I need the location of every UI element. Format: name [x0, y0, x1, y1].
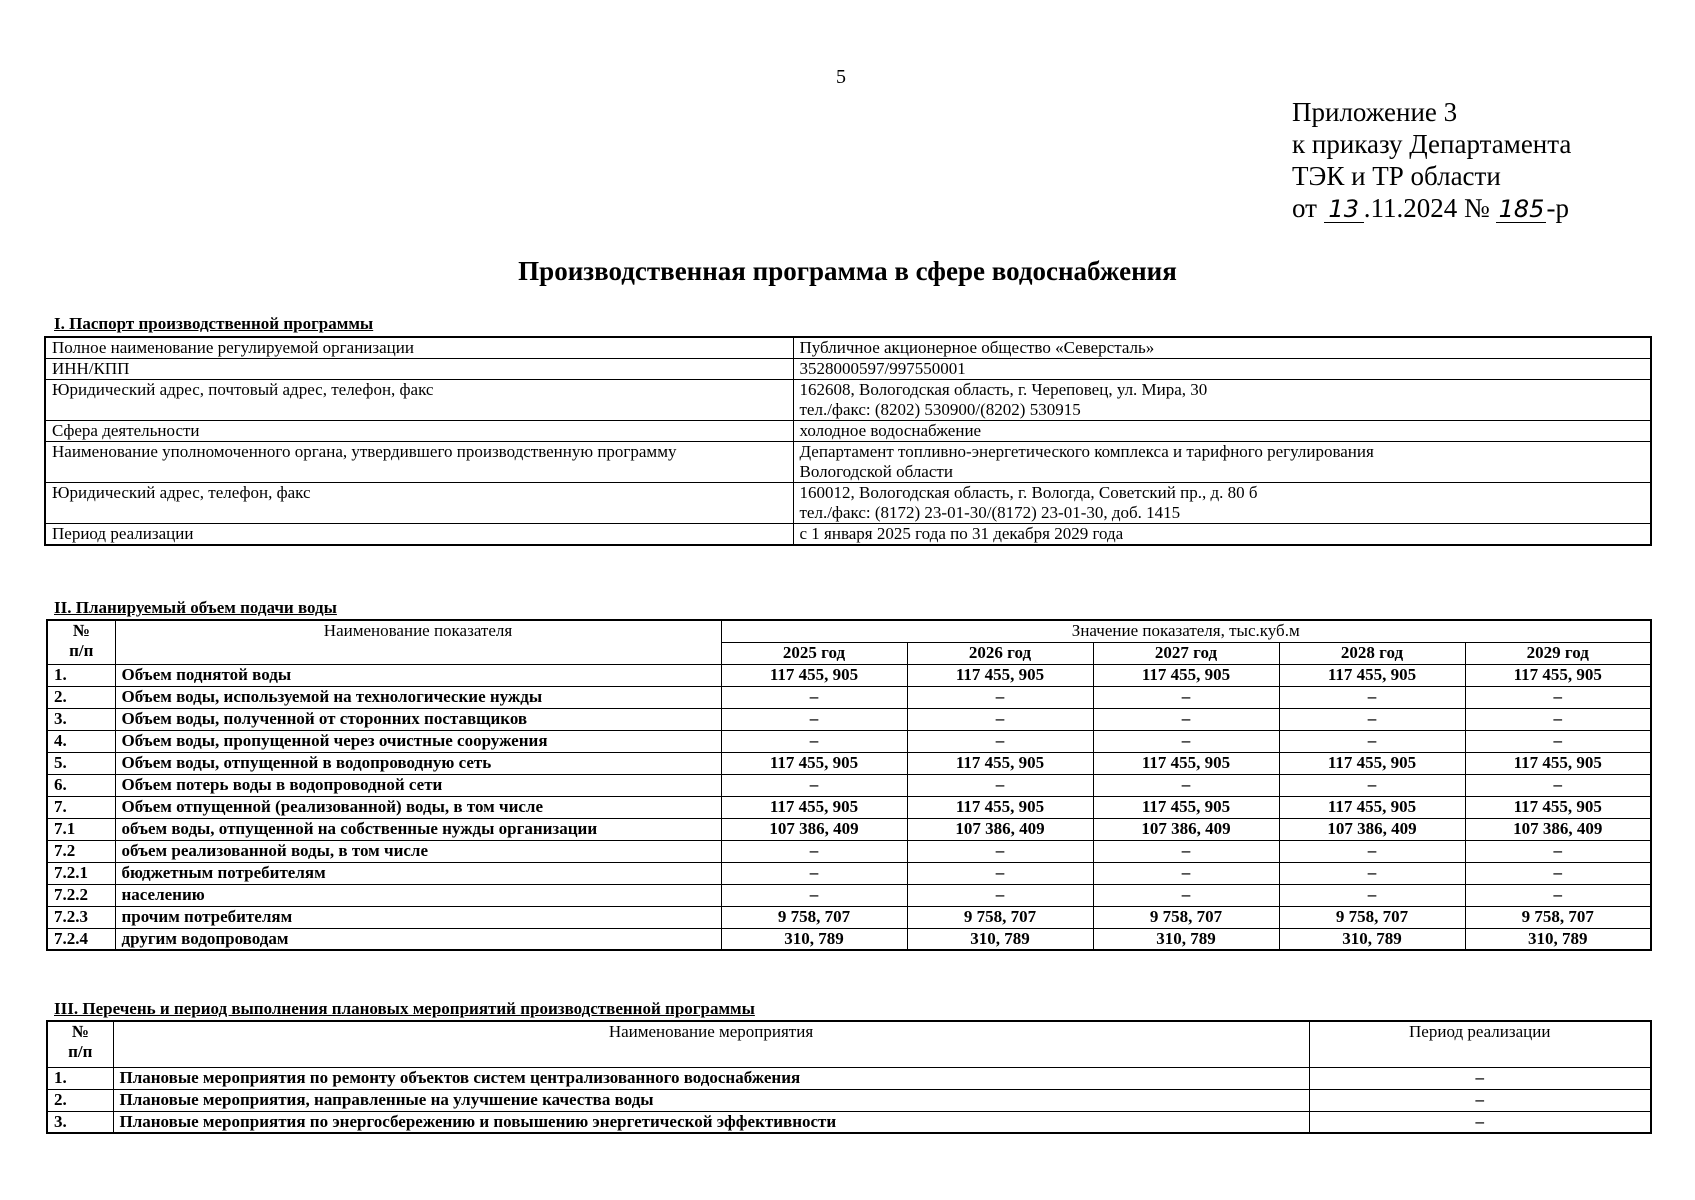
passport-row [45, 337, 1651, 359]
passport-row [45, 359, 1651, 380]
indicator-value: – [721, 708, 907, 730]
indicator-value: 117 455, 905 [1465, 664, 1651, 686]
passport-label: Полное наименование регулируемой организации [45, 337, 793, 359]
table-row [47, 686, 1651, 708]
indicator-value: 310, 789 [721, 928, 907, 950]
measures-col-period-header: Период реализации [1309, 1021, 1651, 1067]
table-row [47, 774, 1651, 796]
indicator-value: – [907, 708, 1093, 730]
table-row [47, 906, 1651, 928]
col-number-header: № п/п [47, 620, 115, 664]
row-number: 7. [47, 796, 115, 818]
passport-value [793, 442, 1651, 483]
indicator-name: объем воды, отпущенной на собственные нужды организации [115, 818, 721, 840]
indicator-name: Объем потерь воды в водопроводной сети [115, 774, 721, 796]
table-row [47, 730, 1651, 752]
table-row [47, 664, 1651, 686]
table-row [47, 818, 1651, 840]
indicator-value: 117 455, 905 [1465, 752, 1651, 774]
indicator-value: 117 455, 905 [1093, 664, 1279, 686]
indicator-value: 117 455, 905 [721, 796, 907, 818]
passport-row [45, 442, 1651, 483]
page-number: 5 [836, 66, 846, 88]
row-number: 7.1 [47, 818, 115, 840]
appendix-line-2: к приказу Департамента [1292, 129, 1572, 159]
indicator-value: – [1093, 862, 1279, 884]
passport-row [45, 483, 1651, 524]
indicator-name: Объем воды, пропущенной через очистные сооружения [115, 730, 721, 752]
row-number: 7.2.1 [47, 862, 115, 884]
year-header: 2027 год [1093, 642, 1279, 664]
passport-value-line: 160012, Вологодская область, г. Вологда, Советский пр., д. 80 б [799, 483, 1258, 502]
section-1-heading: I. Паспорт производственной программы [54, 314, 374, 333]
indicator-name: Объем воды, полученной от сторонних поставщиков [115, 708, 721, 730]
measures-col-number-header: № п/п [47, 1021, 113, 1067]
measure-period: – [1309, 1111, 1651, 1133]
indicator-value: – [721, 862, 907, 884]
row-number: 1. [47, 664, 115, 686]
passport-value-line: Вологодской области [799, 462, 953, 481]
document-title: Производственная программа в сфере водоснабжения [518, 256, 1177, 286]
indicator-value: 117 455, 905 [721, 752, 907, 774]
col-indicator-header: Наименование показателя [115, 620, 721, 664]
section-3-heading: III. Перечень и период выполнения плановых мероприятий производственной программы [54, 999, 755, 1018]
indicator-value: 9 758, 707 [1279, 906, 1465, 928]
indicator-value: 310, 789 [1279, 928, 1465, 950]
appendix-block [1292, 96, 1571, 224]
passport-table [44, 336, 1652, 546]
indicator-value: – [1465, 840, 1651, 862]
date-rest: .11.2024 № [1363, 193, 1490, 223]
indicator-value: – [907, 862, 1093, 884]
indicator-value: – [1093, 884, 1279, 906]
passport-label: Период реализации [45, 524, 793, 546]
row-number: 4. [47, 730, 115, 752]
indicator-value: 310, 789 [1093, 928, 1279, 950]
indicator-name: Объем воды, отпущенной в водопроводную сеть [115, 752, 721, 774]
indicator-name: Объем поднятой воды [115, 664, 721, 686]
passport-label: Наименование уполномоченного органа, утвердившего производственную программу [45, 442, 793, 483]
year-header: 2029 год [1465, 642, 1651, 664]
passport-row [45, 524, 1651, 546]
measure-name: Плановые мероприятия, направленные на улучшение качества воды [113, 1089, 1309, 1111]
indicator-name: другим водопроводам [115, 928, 721, 950]
indicator-value: – [1093, 774, 1279, 796]
measure-number: 2. [47, 1089, 113, 1111]
row-number: 6. [47, 774, 115, 796]
passport-value-line: Публичное акционерное общество «Северсталь» [799, 338, 1155, 357]
appendix-date-line [1292, 192, 1571, 224]
indicator-value: – [721, 730, 907, 752]
indicator-name: прочим потребителям [115, 906, 721, 928]
indicator-value: 117 455, 905 [907, 752, 1093, 774]
table-row [47, 1089, 1651, 1111]
passport-value [793, 524, 1651, 546]
measure-number: 3. [47, 1111, 113, 1133]
measures-table [46, 1020, 1652, 1134]
indicator-value: 117 455, 905 [1279, 796, 1465, 818]
table-row [47, 752, 1651, 774]
indicator-name: населению [115, 884, 721, 906]
row-number: 3. [47, 708, 115, 730]
passport-value-line: с 1 января 2025 года по 31 декабря 2029 года [799, 524, 1124, 543]
table-row [47, 796, 1651, 818]
row-number: 7.2.2 [47, 884, 115, 906]
indicator-value: 9 758, 707 [721, 906, 907, 928]
indicator-value: 310, 789 [907, 928, 1093, 950]
indicator-value: – [1093, 840, 1279, 862]
passport-value [793, 483, 1651, 524]
row-number: 7.2 [47, 840, 115, 862]
indicator-value: 107 386, 409 [721, 818, 907, 840]
measure-name: Плановые мероприятия по ремонту объектов систем централизованного водоснабжения [113, 1067, 1309, 1089]
indicator-value: – [907, 730, 1093, 752]
row-number: 7.2.4 [47, 928, 115, 950]
indicator-value: – [1279, 774, 1465, 796]
order-number-handwritten: 185 [1496, 196, 1546, 223]
table-row [47, 1067, 1651, 1089]
indicator-value: 117 455, 905 [1093, 796, 1279, 818]
indicator-value: 310, 789 [1465, 928, 1651, 950]
passport-value-line: 162608, Вологодская область, г. Череповец, ул. Мира, 30 [799, 380, 1208, 399]
indicator-value: – [1465, 708, 1651, 730]
measure-number: 1. [47, 1067, 113, 1089]
indicator-value: – [1279, 840, 1465, 862]
indicator-value: – [1465, 884, 1651, 906]
indicator-value: 107 386, 409 [1279, 818, 1465, 840]
passport-value-line: Департамент топливно-энергетического комплекса и тарифного регулирования [799, 442, 1374, 461]
passport-value [793, 421, 1651, 442]
indicator-value: 117 455, 905 [1093, 752, 1279, 774]
indicator-value: – [721, 774, 907, 796]
indicator-value: 107 386, 409 [1093, 818, 1279, 840]
table-row [47, 708, 1651, 730]
indicator-name: Объем воды, используемой на технологические нужды [115, 686, 721, 708]
indicator-value: – [1465, 774, 1651, 796]
indicator-value: – [907, 884, 1093, 906]
indicator-value: 117 455, 905 [1279, 752, 1465, 774]
indicator-value: 117 455, 905 [1279, 664, 1465, 686]
year-header: 2028 год [1279, 642, 1465, 664]
table-row [47, 840, 1651, 862]
indicator-value: – [1279, 730, 1465, 752]
row-number: 7.2.3 [47, 906, 115, 928]
passport-row [45, 421, 1651, 442]
table-row [47, 1111, 1651, 1133]
indicator-value: 117 455, 905 [907, 664, 1093, 686]
col-value-header: Значение показателя, тыс.куб.м [721, 620, 1651, 642]
indicator-name: объем реализованной воды, в том числе [115, 840, 721, 862]
date-prefix: от [1292, 193, 1317, 223]
indicator-value: – [721, 840, 907, 862]
row-number: 2. [47, 686, 115, 708]
appendix-line-3: ТЭК и ТР области [1292, 161, 1501, 191]
indicator-value: – [907, 840, 1093, 862]
passport-value [793, 359, 1651, 380]
table-row [47, 862, 1651, 884]
indicator-value: – [1465, 730, 1651, 752]
indicator-value: – [1465, 862, 1651, 884]
indicator-value: – [1279, 708, 1465, 730]
passport-label: ИНН/КПП [45, 359, 793, 380]
passport-row [45, 380, 1651, 421]
passport-label: Юридический адрес, телефон, факс [45, 483, 793, 524]
indicator-value: – [721, 884, 907, 906]
date-day-handwritten: 13 [1324, 196, 1364, 223]
measure-period: – [1309, 1089, 1651, 1111]
measures-col-name-header: Наименование мероприятия [113, 1021, 1309, 1067]
indicator-value: – [1279, 686, 1465, 708]
table-row [47, 884, 1651, 906]
indicator-value: 9 758, 707 [1093, 906, 1279, 928]
indicator-value: 9 758, 707 [907, 906, 1093, 928]
row-number: 5. [47, 752, 115, 774]
measure-name: Плановые мероприятия по энергосбережению и повышению энергетической эффективности [113, 1111, 1309, 1133]
passport-value-line: холодное водоснабжение [799, 421, 982, 440]
passport-value-line: 3528000597/997550001 [799, 359, 966, 378]
indicator-name: Объем отпущенной (реализованной) воды, в том числе [115, 796, 721, 818]
indicator-value: – [1093, 686, 1279, 708]
indicator-value: 117 455, 905 [907, 796, 1093, 818]
indicator-value: – [1093, 730, 1279, 752]
indicator-value: – [1465, 686, 1651, 708]
passport-value [793, 337, 1651, 359]
passport-label: Юридический адрес, почтовый адрес, телефон, факс [45, 380, 793, 421]
indicator-value: – [721, 686, 907, 708]
indicator-value: – [907, 774, 1093, 796]
year-header: 2026 год [907, 642, 1093, 664]
order-suffix: -р [1546, 193, 1569, 223]
indicator-value: 9 758, 707 [1465, 906, 1651, 928]
indicator-value: 107 386, 409 [907, 818, 1093, 840]
indicator-value: – [1279, 884, 1465, 906]
indicator-value: – [907, 686, 1093, 708]
section-2-heading: II. Планируемый объем подачи воды [54, 598, 337, 617]
indicator-value: – [1093, 708, 1279, 730]
indicator-value: 117 455, 905 [1465, 796, 1651, 818]
year-header: 2025 год [721, 642, 907, 664]
indicator-value: 107 386, 409 [1465, 818, 1651, 840]
table-row [47, 928, 1651, 950]
water-volume-table [46, 619, 1652, 951]
passport-value-line: тел./факс: (8202) 530900/(8202) 530915 [799, 400, 1081, 419]
indicator-value: 117 455, 905 [721, 664, 907, 686]
indicator-value: – [1279, 862, 1465, 884]
passport-value [793, 380, 1651, 421]
passport-value-line: тел./факс: (8172) 23-01-30/(8172) 23-01-30, доб. 1415 [799, 503, 1181, 522]
indicator-name: бюджетным потребителям [115, 862, 721, 884]
appendix-line-1: Приложение 3 [1292, 97, 1458, 127]
passport-label: Сфера деятельности [45, 421, 793, 442]
measure-period: – [1309, 1067, 1651, 1089]
